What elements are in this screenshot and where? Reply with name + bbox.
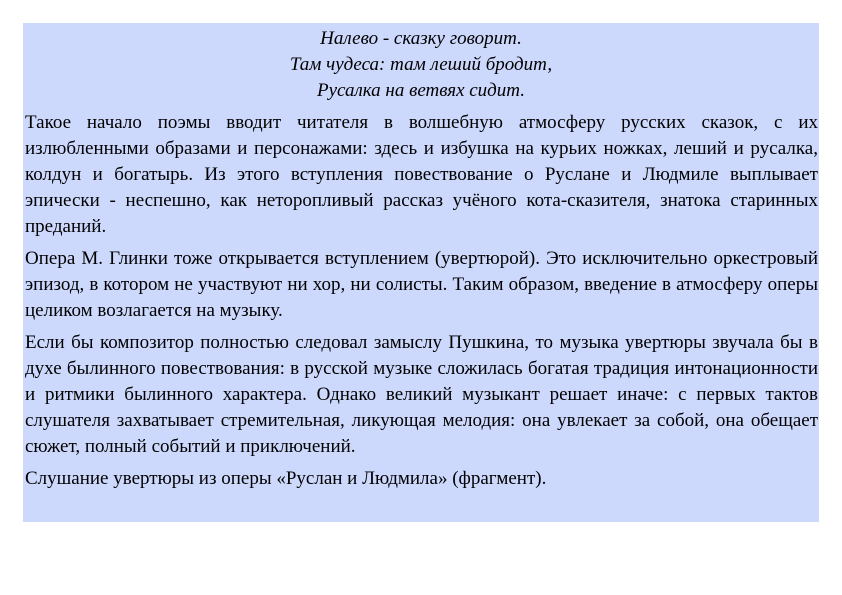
paragraph-listening: Слушание увертюры из оперы «Руслан и Людмила» (фрагмент). xyxy=(25,468,547,489)
poem-line-2: Там чудеса: там леший бродит, xyxy=(289,54,553,75)
paragraph-intro: Такое начало поэмы вводит читателя в волшебную атмосферу русских сказок, с их излюбленными образами и персонажами: здесь и избушка на курьих ножках, леший и русалка, колдун и богатырь. Из этого вступления повествование о Руслане и Людмиле выплывает эпически - неспешно, как неторопливый рассказ учёного кота-сказителя, знатока старинных преданий. xyxy=(25,112,818,237)
paragraph-glinka-opera: Опера М. Глинки тоже открывается вступлением (увертюрой). Это исключительно оркестровый эпизод, в котором не участвуют ни хор, ни солисты. Таким образом, введение в атмосферу оперы целиком возлагается на музыку. xyxy=(25,248,818,321)
poem-quote xyxy=(23,23,819,104)
text-panel xyxy=(23,23,819,522)
poem-line-3: Русалка на ветвях сидит. xyxy=(316,80,526,101)
poem-line-1: Налево - сказку говорит. xyxy=(320,28,522,49)
paragraph-composer: Если бы композитор полностью следовал замыслу Пушкина, то музыка увертюры звучала бы в духе былинного повествования: в русской музыке сложилась богатая традиция интонационности и ритмики былинного характера. Однако великий музыкант решает иначе: с первых тактов слушателя захватывает стремительная, ликующая мелодия: она увлекает за собой, она обещает сюжет, полный событий и приключений. xyxy=(25,332,818,457)
